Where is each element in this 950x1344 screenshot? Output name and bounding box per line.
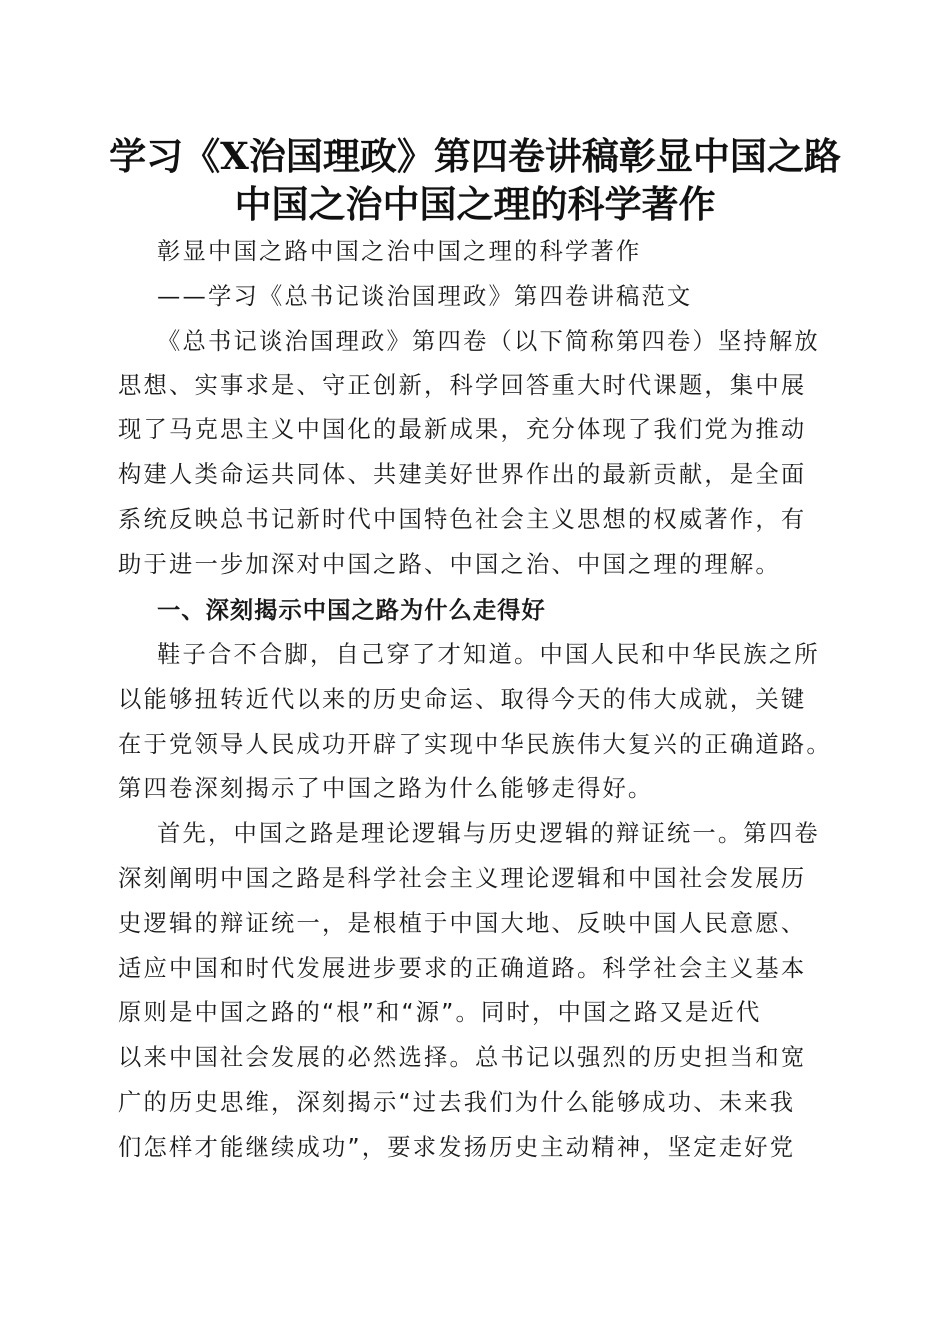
paragraph-2-line: 在于党领导人民成功开辟了实现中华民族伟大复兴的正确道路。 [118, 731, 832, 758]
paragraph-3-line: 广的历史思维，深刻揭示“过去我们为什么能够成功、未来我 [118, 1089, 796, 1116]
paragraph-1-line: 助于进一步加深对中国之路、中国之治、中国之理的理解。 [118, 551, 781, 578]
paragraph-3-line: 首先，中国之路是理论逻辑与历史逻辑的辩证统一。第四卷 [157, 820, 820, 847]
paragraph-3-line: 原则是中国之路的“根”和“源”。同时，中国之路又是近代 [118, 999, 762, 1026]
paragraph-1-line: 现了马克思主义中国化的最新成果，充分体现了我们党为推动 [118, 416, 807, 443]
paragraph-3-line: 史逻辑的辩证统一，是根植于中国大地、反映中国人民意愿、 [118, 910, 807, 937]
byline: ——学习《总书记谈治国理政》第四卷讲稿范文 [157, 283, 693, 310]
paragraph-2-line: 鞋子合不合脚，自己穿了才知道。中国人民和中华民族之所 [157, 641, 820, 668]
paragraph-1-line: 思想、实事求是、守正创新，科学回答重大时代课题，集中展 [118, 372, 807, 399]
document-title-line-2: 中国之治中国之理的科学著作 [234, 182, 716, 226]
section-1-heading: 一、深刻揭示中国之路为什么走得好 [157, 597, 546, 624]
paragraph-1-line: 构建人类命运共同体、共建美好世界作出的最新贡献，是全面 [118, 461, 807, 488]
subtitle: 彰显中国之路中国之治中国之理的科学著作 [157, 238, 642, 265]
paragraph-3-line: 以来中国社会发展的必然选择。总书记以强烈的历史担当和宽 [118, 1044, 807, 1071]
paragraph-2-line: 以能够扭转近代以来的历史命运、取得今天的伟大成就，关键 [118, 686, 807, 713]
paragraph-3-line: 们怎样才能继续成功”，要求发扬历史主动精神，坚定走好党 [118, 1134, 796, 1161]
paragraph-1-line: 系统反映总书记新时代中国特色社会主义思想的权威著作，有 [118, 506, 807, 533]
paragraph-3-line: 适应中国和时代发展进步要求的正确道路。科学社会主义基本 [118, 955, 807, 982]
paragraph-1-line: 《总书记谈治国理政》第四卷（以下简称第四卷）坚持解放 [157, 328, 820, 355]
document-title-line-1: 学习《X治国理政》第四卷讲稿彰显中国之路 [109, 134, 841, 178]
paragraph-2-line: 第四卷深刻揭示了中国之路为什么能够走得好。 [118, 775, 654, 802]
paragraph-3-line: 深刻阐明中国之路是科学社会主义理论逻辑和中国社会发展历 [118, 865, 807, 892]
